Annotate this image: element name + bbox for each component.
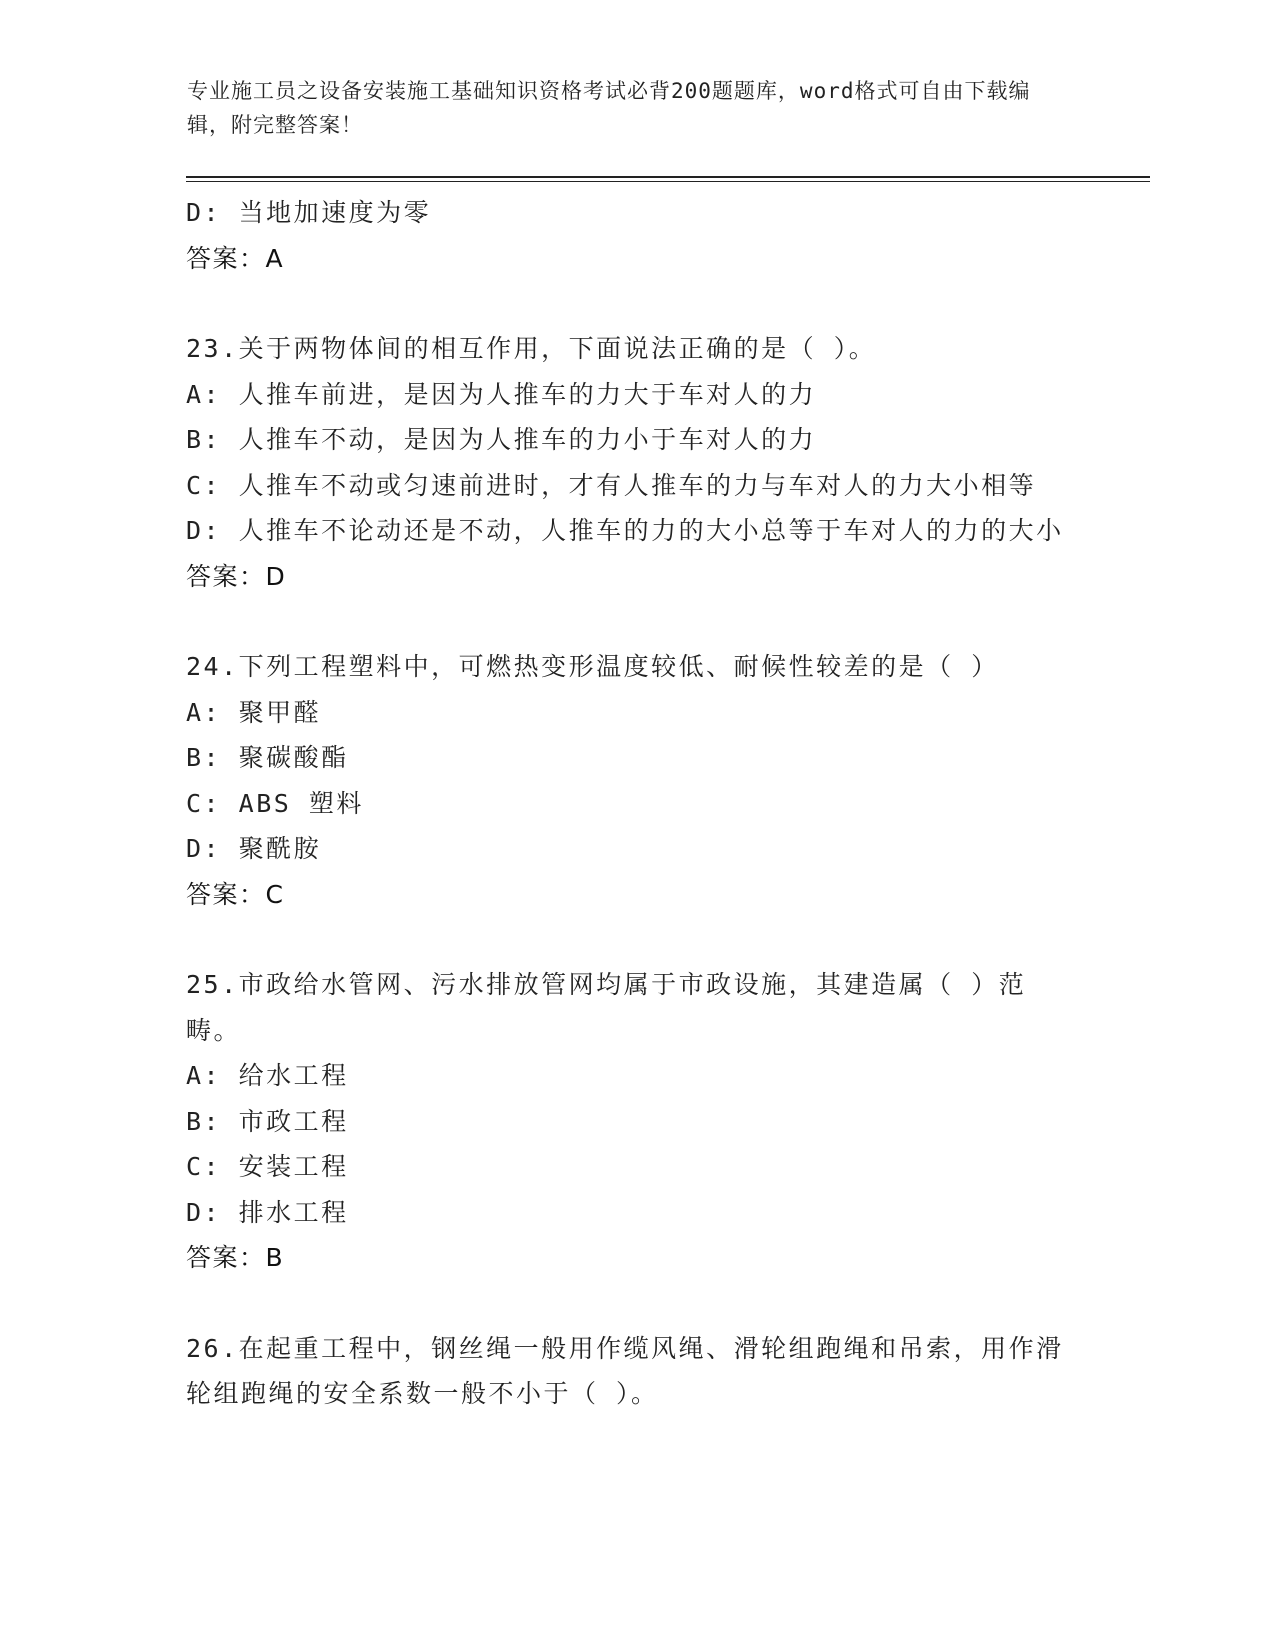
question-23	[186, 326, 1076, 599]
question-stem: 24.下列工程塑料中，可燃热变形温度较低、耐候性较差的是（ ）	[186, 652, 999, 681]
option-a: A: 聚甲醛	[186, 697, 322, 727]
question-stem: 25.市政给水管网、污水排放管网均属于市政设施，其建造属（ ）范畴。	[186, 970, 1027, 1045]
answer: 答案：C	[186, 879, 285, 909]
option-d: D: 排水工程	[186, 1197, 349, 1227]
answer: 答案：A	[186, 243, 285, 273]
option-b: B: 人推车不动，是因为人推车的力小于车对人的力	[186, 425, 817, 454]
answer: 答案：B	[186, 1243, 285, 1272]
question-25	[186, 962, 1076, 1281]
header-rule-thin	[186, 181, 1150, 182]
option-d: D: 人推车不论动还是不动，人推车的力的大小总等于车对人的力的大小	[186, 516, 1064, 545]
document-header: 专业施工员之设备安装施工基础知识资格考试必背200题题库，word格式可自由下载编辑，附完整答案！	[187, 79, 1031, 137]
question-stem: 26.在起重工程中，钢丝绳一般用作缆风绳、滑轮组跑绳和吊索，用作滑轮组跑绳的安全系数一般不小于（ ）。	[186, 1333, 1064, 1408]
option-b: B: 聚碳酸酯	[186, 743, 349, 772]
option-b: B: 市政工程	[186, 1106, 349, 1136]
question-24	[186, 644, 1076, 917]
option-a: A: 人推车前进，是因为人推车的力大于车对人的力	[186, 379, 817, 409]
option-c: C: 人推车不动或匀速前进时，才有人推车的力与车对人的力大小相等	[186, 470, 1037, 500]
option-c: C: ABS 塑料	[186, 788, 364, 818]
question-content	[186, 190, 1076, 1417]
option-d: D: 当地加速度为零	[186, 198, 432, 227]
prev-question-tail	[186, 190, 1076, 281]
answer: 答案：D	[186, 561, 287, 591]
option-c: C: 安装工程	[186, 1152, 349, 1181]
option-d: D: 聚酰胺	[186, 834, 322, 863]
question-stem: 23.关于两物体间的相互作用，下面说法正确的是（ ）。	[186, 334, 877, 363]
question-26	[186, 1326, 1076, 1417]
header-rule-thick	[186, 176, 1150, 178]
option-a: A: 给水工程	[186, 1061, 349, 1090]
